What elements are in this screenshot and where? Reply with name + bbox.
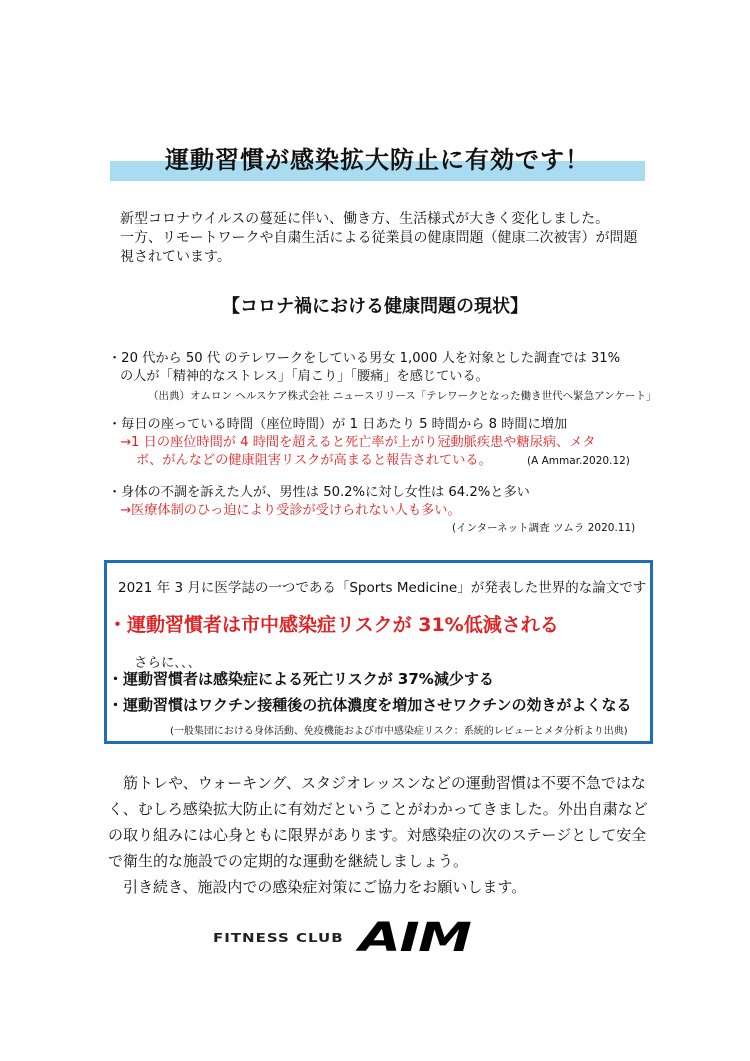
item-red-line: →1 日の座位時間が 4 時間を超えると死亡率が上がり冠動脈疾患や糖尿病、メタ: [120, 435, 596, 450]
item-line: ・身体の不調を訴えた人が、男性は 50.2%に対し女性は 64.2%と多い: [108, 485, 530, 500]
fitness-club-logo: [213, 915, 471, 961]
study-lead: 2021 年 3 月に医学誌の一つである「Sports Medicine」が発表した世界的な論文です: [118, 580, 647, 596]
closing-text: 引き続き、施設内での感染症対策にご協力をお願いします。: [123, 878, 527, 896]
logo-text: FITNESS CLUB: [213, 930, 344, 946]
study-point: ・運動習慣はワクチン接種後の抗体濃度を増加させワクチンの効きがよくなる: [108, 696, 632, 714]
item-line: ・20 代から 50 代 のテレワークをしている男女 1,000 人を対象とした調査では 31%: [108, 351, 621, 366]
study-point: ・運動習慣者は感染症による死亡リスクが 37%減少する: [108, 670, 494, 688]
study-furthermore: さらに､､､: [134, 655, 195, 671]
closing-text: 筋トレや、ウォーキング、スタジオレッスンなどの運動習慣は不要不急ではなく、むしろ感染拡大防止に有効だということがわかってきました。外出自粛などの取り組みには心身ともに限界があります。対感染症の次のステージとして安全で衛生的な施設での定期的な運動を継続しましょう。: [108, 774, 648, 870]
intro-line: 新型コロナウイルスの蔓延に伴い、働き方、生活様式が大きく変化しました。: [120, 211, 610, 227]
intro-paragraph: [120, 210, 660, 267]
item-source: (A Ammar.2020.12): [527, 455, 630, 467]
closing-paragraph: [108, 770, 653, 900]
section-heading: 【コロナ禍における健康問題の現状】: [222, 296, 528, 317]
page-title: 運動習慣が感染拡大防止に有効です！: [165, 146, 590, 174]
item-line: ・毎日の座っている時間（座位時間）が 1 日あたり 5 時間から 8 時間に増加: [108, 417, 568, 432]
intro-line: 一方、リモートワークや自粛生活による従業員の健康問題（健康二次被害）が問題: [120, 230, 638, 246]
item-source: （出典）オムロン ヘルスケア株式会社 ニュースリリース「テレワークとなった働き世代へ緊急アンケート」: [148, 390, 657, 402]
intro-line: 視されています。: [120, 249, 231, 265]
logo-mark: AIM: [358, 915, 471, 961]
study-highlight: ・運動習慣者は市中感染症リスクが 31%低減される: [108, 614, 559, 636]
item-red-line: →医療体制のひっ迫により受診が受けられない人も多い。: [120, 503, 461, 518]
item-red-line: ボ、がんなどの健康阻害リスクが高まると報告されている。: [136, 453, 492, 468]
item-line: の人が「精神的なストレス」「肩こり」「腰痛」を感じている。: [120, 369, 489, 384]
study-source: (一般集団における身体活動、免疫機能および市中感染症リスク：系統的レビューとメタ分析より出典): [170, 726, 628, 737]
status-item-clinic: [108, 484, 668, 520]
item-source: (インターネット調査 ツムラ 2020.11): [452, 522, 636, 534]
status-item-stress: [108, 350, 668, 386]
